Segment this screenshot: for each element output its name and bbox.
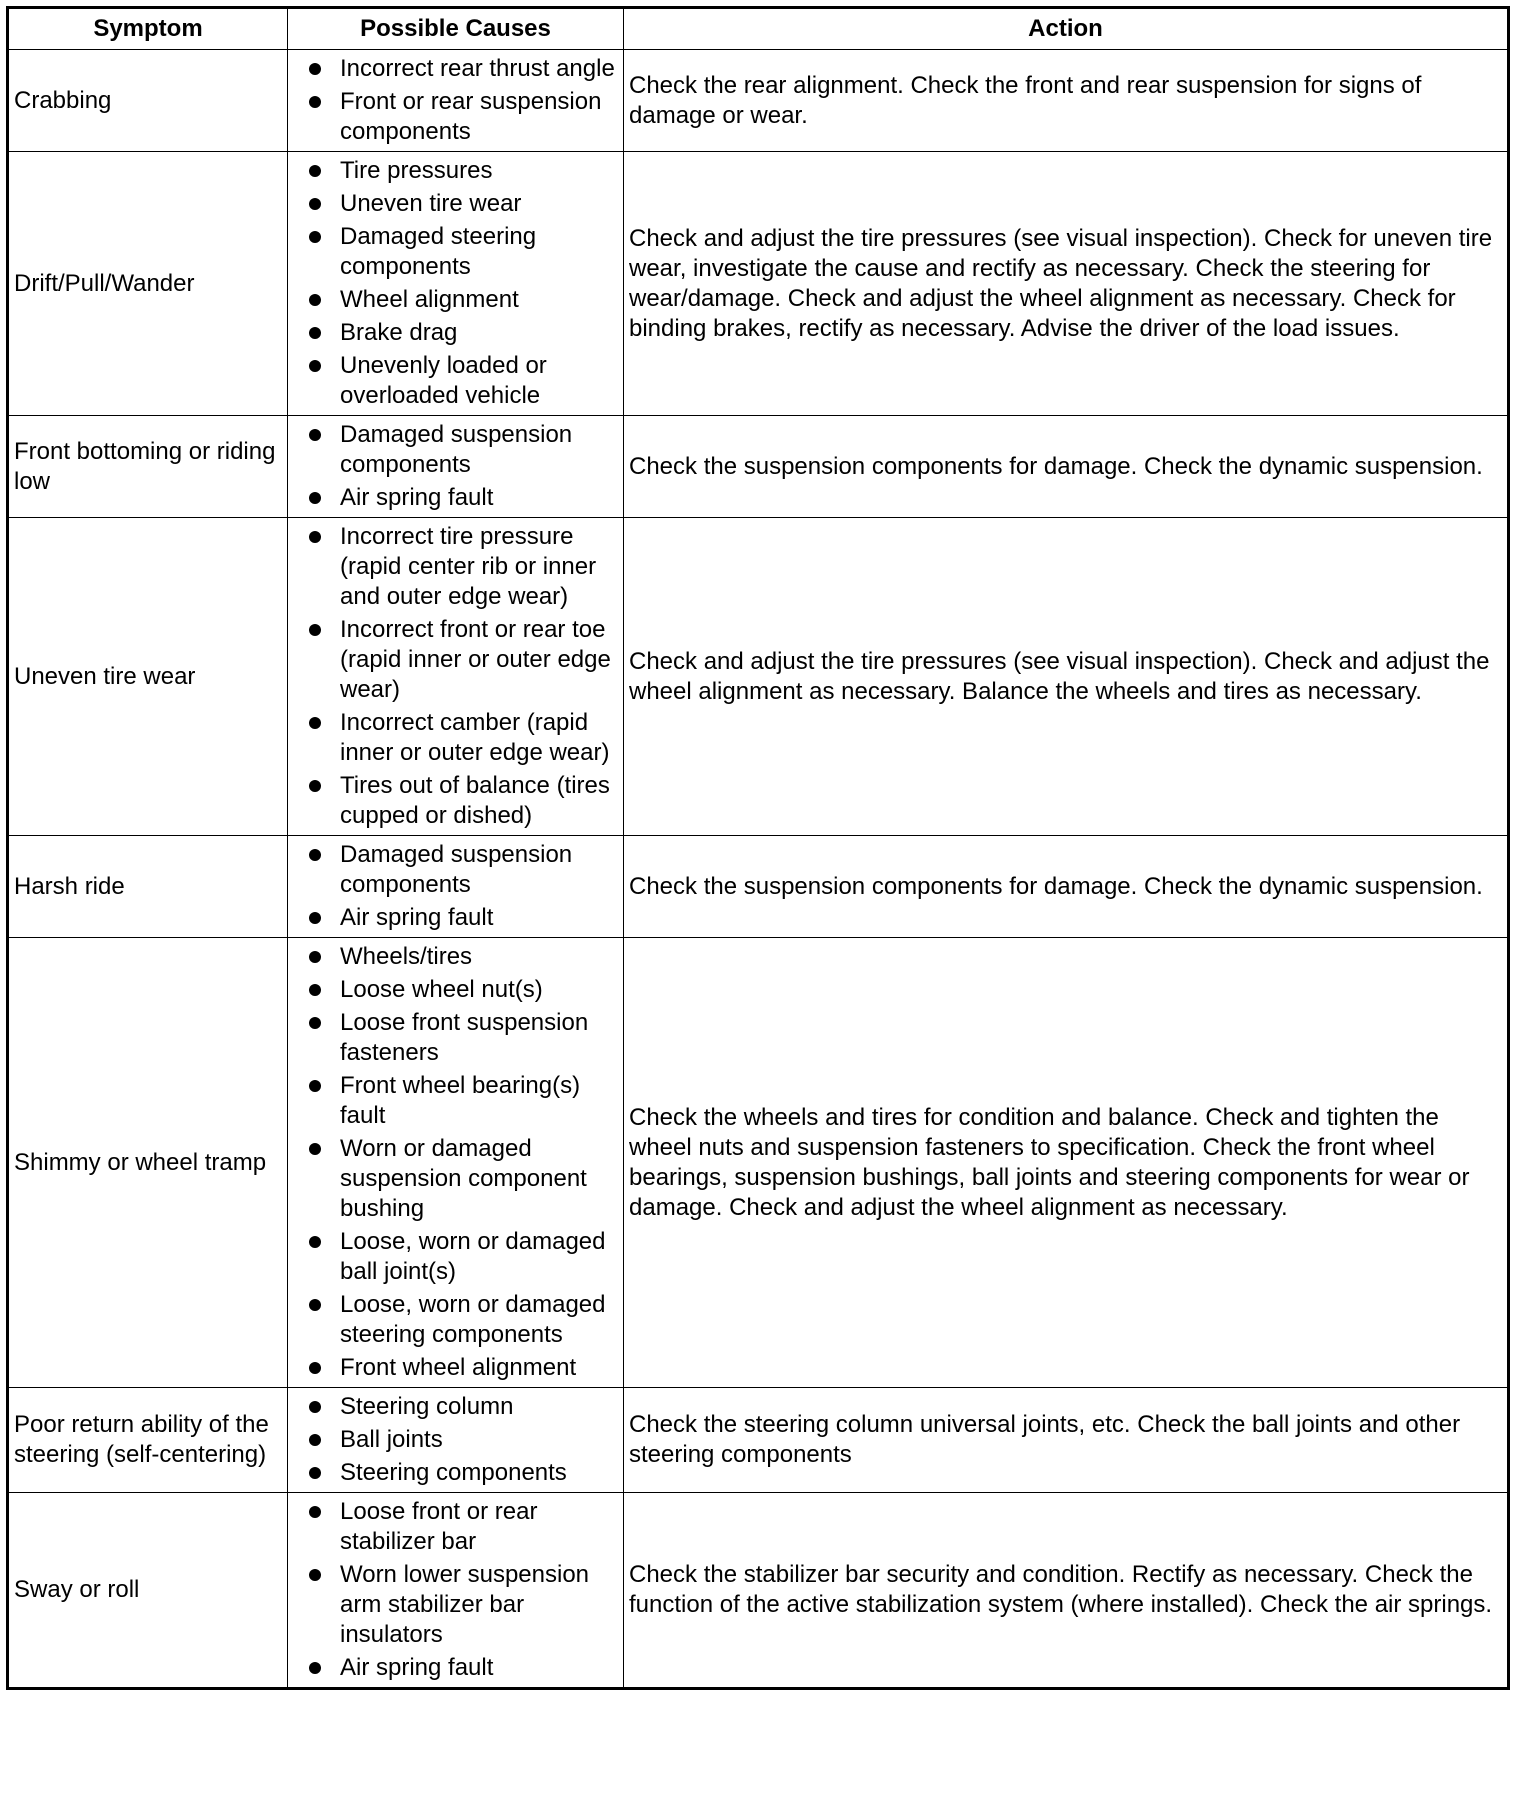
cause-list-item — [288, 1392, 621, 1422]
cause-text: Front wheel bearing(s) fault — [340, 1072, 581, 1129]
table-header-row — [8, 8, 1509, 50]
table-row — [8, 416, 1509, 518]
bullet-icon — [309, 96, 321, 108]
cause-text: Damaged suspension components — [340, 421, 573, 478]
causes-list — [288, 156, 621, 411]
cause-list-item — [288, 483, 621, 513]
cause-text: Uneven tire wear — [340, 190, 522, 217]
diagnosis-table — [6, 6, 1510, 1690]
cause-text: Incorrect front or rear toe (rapid inner or outer edge wear) — [340, 616, 611, 703]
cause-list-item — [288, 1458, 621, 1488]
causes-cell — [288, 1388, 624, 1493]
bullet-icon — [309, 429, 321, 441]
table-row — [8, 938, 1509, 1388]
symptom-cell: Shimmy or wheel tramp — [8, 938, 288, 1388]
cause-text: Ball joints — [340, 1426, 443, 1453]
cause-list-item — [288, 420, 621, 480]
cause-list-item — [288, 285, 621, 315]
cause-text: Incorrect camber (rapid inner or outer edge wear) — [340, 709, 610, 766]
action-cell: Check the steering column universal joints, etc. Check the ball joints and other steering components — [624, 1388, 1509, 1493]
bullet-icon — [309, 1017, 321, 1029]
table-row — [8, 1493, 1509, 1689]
bullet-icon — [309, 1434, 321, 1446]
cause-text: Steering components — [340, 1459, 567, 1486]
causes-list — [288, 840, 621, 933]
cause-text: Air spring fault — [340, 904, 494, 931]
bullet-icon — [309, 327, 321, 339]
cause-list-item — [288, 1227, 621, 1287]
cause-text: Damaged steering components — [340, 223, 537, 280]
cause-text: Worn lower suspension arm stabilizer bar insulators — [340, 1561, 590, 1648]
causes-cell — [288, 518, 624, 836]
cause-text: Air spring fault — [340, 1654, 494, 1681]
action-cell: Check the suspension components for damage. Check the dynamic suspension. — [624, 836, 1509, 938]
cause-text: Loose front or rear stabilizer bar — [340, 1498, 538, 1555]
cause-list-item — [288, 903, 621, 933]
cause-list-item — [288, 942, 621, 972]
cause-text: Front or rear suspension components — [340, 88, 602, 145]
causes-list — [288, 1392, 621, 1488]
bullet-icon — [309, 951, 321, 963]
header-possible-causes: Possible Causes — [288, 8, 624, 50]
causes-cell — [288, 416, 624, 518]
cause-text: Wheels/tires — [340, 943, 473, 970]
cause-list-item — [288, 1134, 621, 1224]
cause-text: Brake drag — [340, 319, 458, 346]
cause-list-item — [288, 975, 621, 1005]
causes-cell — [288, 1493, 624, 1689]
causes-cell — [288, 938, 624, 1388]
cause-text: Incorrect rear thrust angle — [340, 55, 615, 82]
symptom-cell: Poor return ability of the steering (self-centering) — [8, 1388, 288, 1493]
cause-list-item — [288, 351, 621, 411]
bullet-icon — [309, 849, 321, 861]
action-cell: Check the suspension components for damage. Check the dynamic suspension. — [624, 416, 1509, 518]
cause-list-item — [288, 522, 621, 612]
causes-list — [288, 1497, 621, 1683]
symptom-cell: Harsh ride — [8, 836, 288, 938]
cause-text: Tires out of balance (tires cupped or dished) — [340, 772, 610, 829]
bullet-icon — [309, 1401, 321, 1413]
header-symptom: Symptom — [8, 8, 288, 50]
bullet-icon — [309, 531, 321, 543]
bullet-icon — [309, 294, 321, 306]
action-cell: Check the wheels and tires for condition and balance. Check and tighten the wheel nuts and suspension fasteners to specification. Check the front wheel bearings, suspension bushings, ball joints and steering components for wear or damage. Check and adjust the wheel alignment as necessary. — [624, 938, 1509, 1388]
cause-text: Wheel alignment — [340, 286, 519, 313]
cause-text: Worn or damaged suspension component bushing — [340, 1135, 587, 1222]
cause-text: Loose wheel nut(s) — [340, 976, 543, 1003]
bullet-icon — [309, 984, 321, 996]
bullet-icon — [309, 1362, 321, 1374]
table-row — [8, 152, 1509, 416]
cause-list-item — [288, 771, 621, 831]
bullet-icon — [309, 1143, 321, 1155]
cause-list-item — [288, 54, 621, 84]
table-row — [8, 518, 1509, 836]
cause-list-item — [288, 1425, 621, 1455]
bullet-icon — [309, 1569, 321, 1581]
causes-list — [288, 942, 621, 1383]
cause-text: Air spring fault — [340, 484, 494, 511]
cause-text: Damaged suspension components — [340, 841, 573, 898]
symptom-cell: Uneven tire wear — [8, 518, 288, 836]
cause-text: Steering column — [340, 1393, 514, 1420]
bullet-icon — [309, 231, 321, 243]
bullet-icon — [309, 1662, 321, 1674]
causes-cell — [288, 152, 624, 416]
causes-list — [288, 522, 621, 831]
bullet-icon — [309, 1506, 321, 1518]
bullet-icon — [309, 1299, 321, 1311]
cause-list-item — [288, 87, 621, 147]
cause-list-item — [288, 156, 621, 186]
action-cell: Check the stabilizer bar security and condition. Rectify as necessary. Check the function of the active stabilization system (where installed). Check the air springs. — [624, 1493, 1509, 1689]
cause-text: Loose front suspension fasteners — [340, 1009, 589, 1066]
table-row — [8, 50, 1509, 152]
cause-text: Front wheel alignment — [340, 1354, 577, 1381]
action-cell: Check and adjust the tire pressures (see visual inspection). Check and adjust the wheel alignment as necessary. Balance the wheels and tires as necessary. — [624, 518, 1509, 836]
table-row — [8, 1388, 1509, 1493]
cause-text: Loose, worn or damaged steering components — [340, 1291, 606, 1348]
header-action: Action — [624, 8, 1509, 50]
symptom-cell: Drift/Pull/Wander — [8, 152, 288, 416]
cause-list-item — [288, 318, 621, 348]
cause-text: Incorrect tire pressure (rapid center rib or inner and outer edge wear) — [340, 523, 597, 610]
cause-list-item — [288, 840, 621, 900]
cause-list-item — [288, 1497, 621, 1557]
action-cell: Check the rear alignment. Check the front and rear suspension for signs of damage or wear. — [624, 50, 1509, 152]
causes-cell — [288, 836, 624, 938]
bullet-icon — [309, 624, 321, 636]
bullet-icon — [309, 1080, 321, 1092]
bullet-icon — [309, 165, 321, 177]
bullet-icon — [309, 63, 321, 75]
cause-list-item — [288, 615, 621, 705]
cause-list-item — [288, 1653, 621, 1683]
cause-list-item — [288, 1290, 621, 1350]
cause-list-item — [288, 1071, 621, 1131]
bullet-icon — [309, 717, 321, 729]
symptom-cell: Front bottoming or riding low — [8, 416, 288, 518]
table-body — [8, 50, 1509, 1689]
causes-list — [288, 54, 621, 147]
cause-list-item — [288, 708, 621, 768]
cause-text: Unevenly loaded or overloaded vehicle — [340, 352, 547, 409]
cause-list-item — [288, 1008, 621, 1068]
cause-text: Loose, worn or damaged ball joint(s) — [340, 1228, 606, 1285]
cause-list-item — [288, 1560, 621, 1650]
bullet-icon — [309, 1467, 321, 1479]
bullet-icon — [309, 360, 321, 372]
cause-list-item — [288, 222, 621, 282]
bullet-icon — [309, 1236, 321, 1248]
symptom-cell: Crabbing — [8, 50, 288, 152]
table-row — [8, 836, 1509, 938]
cause-text: Tire pressures — [340, 157, 493, 184]
cause-list-item — [288, 189, 621, 219]
cause-list-item — [288, 1353, 621, 1383]
causes-cell — [288, 50, 624, 152]
symptom-cell: Sway or roll — [8, 1493, 288, 1689]
action-cell: Check and adjust the tire pressures (see visual inspection). Check for uneven tire wear, investigate the cause and rectify as necessary. Check the steering for wear/damage. Check and adjust the wheel alignment as necessary. Check for binding brakes, rectify as necessary. Advise the driver of the load issues. — [624, 152, 1509, 416]
causes-list — [288, 420, 621, 513]
bullet-icon — [309, 912, 321, 924]
bullet-icon — [309, 198, 321, 210]
bullet-icon — [309, 492, 321, 504]
bullet-icon — [309, 780, 321, 792]
